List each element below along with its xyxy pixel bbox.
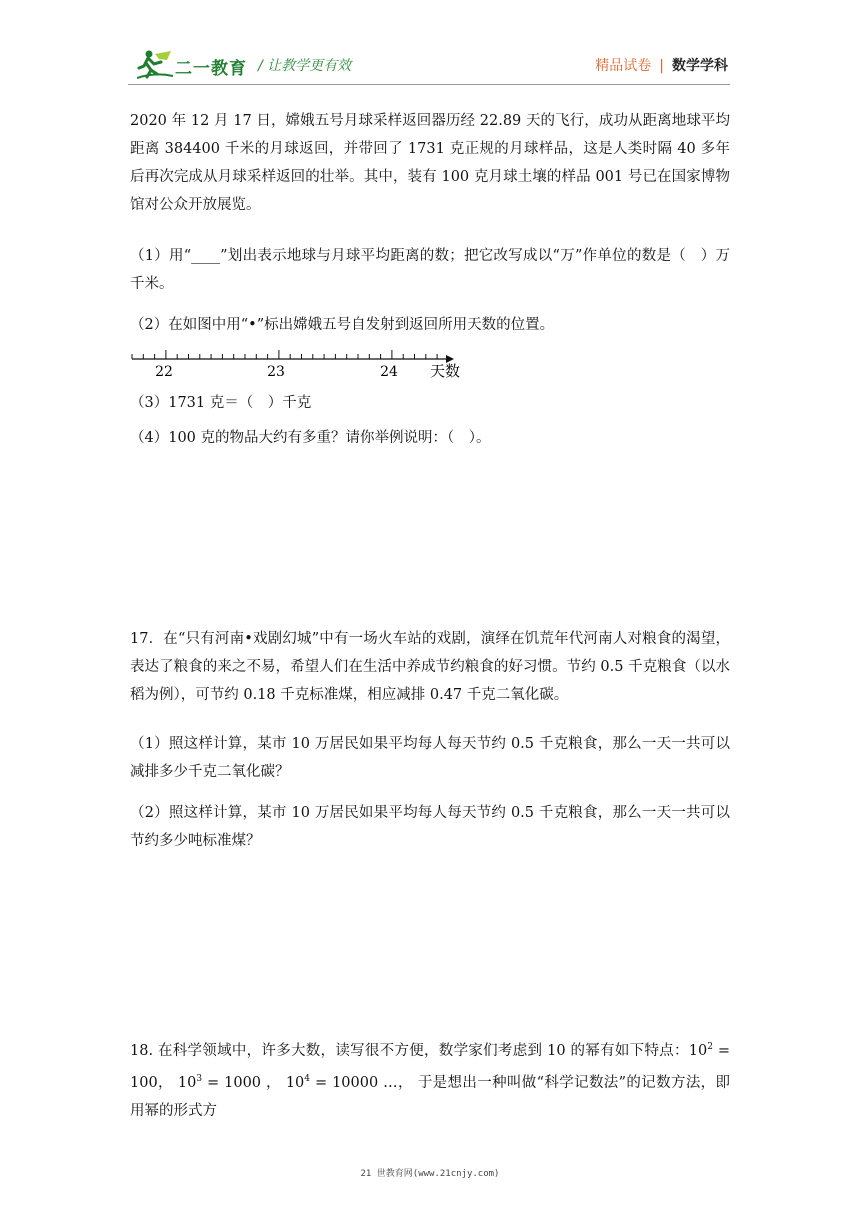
logo-slogan: / 让教学更有效: [258, 58, 352, 74]
tick-label-23: 23: [267, 364, 285, 380]
q16-part3: （3）1731 克＝（ ）千克: [130, 395, 312, 411]
number-line-ticks: [132, 350, 437, 359]
header-separator: |: [659, 58, 664, 74]
header-tag: 精品试卷: [595, 58, 652, 74]
header-subject: 数学学科: [672, 58, 728, 74]
q18-line1: 18. 在科学领域中，许多大数，读写很不方便，数学家们考虑到 10 的幂有如下特点：: [130, 1042, 689, 1059]
q16-part2: （2）在如图中用“•”标出嫦娥五号自发射到返回所用天数的位置。: [130, 317, 555, 333]
page-header: [0, 0, 860, 90]
q17-part2: （2）照这样计算，某市 10 万居民如果平均每人每天节约 0.5 千克粮食，那么一天一共可以节约多少吨标准煤？: [130, 805, 730, 849]
q18-eq1: $10^2 = 100$，: [130, 1042, 730, 1091]
axis-unit-label: 天数: [430, 362, 461, 380]
number-line: [128, 345, 468, 385]
runner-logo-icon: [137, 48, 173, 80]
q18-eq2: $10^3 = 1000$ ，: [177, 1073, 281, 1091]
q18-line2: 于是想出一种叫做“科学记数法”的记数方法，即用幂的形式方: [130, 1074, 731, 1119]
tick-label-22: 22: [155, 364, 173, 380]
tick-label-24: 24: [380, 364, 398, 380]
header-divider: [128, 84, 730, 85]
q16-part4: （4）100 克的物品大约有多重？请你举例说明：（ ）。: [130, 430, 491, 446]
q17-intro: 17．在“只有河南•戏剧幻城”中有一场火车站的戏剧，演绎在饥荒年代河南人对粮食的渴望，表达了粮食的来之不易，希望人们在生活中养成节约粮食的好习惯。节约 0.5 千克粮食（以水稻为例），可节约 0.18 千克标准煤，相应减排 0.47 千克二氧化碳。: [130, 631, 730, 703]
q16-intro: 2020 年 12 月 17 日，嫦娥五号月球采样返回器历经 22.89 天的飞行，成功从距离地球平均距离 384400 千米的月球返回，并带回了 1731 克正规的月球样品，这是人类时隔 40 多年后再次完成从月球采样返回的壮举。其中，装有 100 克月球土壤的样品 001 号已在国家博物馆对公众开放展览。: [130, 113, 730, 213]
q18-eq3: $10^4 = 10000$ …，: [285, 1073, 413, 1091]
page-footer: 21 世教育网(www.21cnjy.com): [360, 1169, 500, 1179]
header-right: [595, 55, 728, 75]
q18-intro: [130, 1033, 730, 1125]
q17-part1: （1）照这样计算，某市 10 万居民如果平均每人每天节约 0.5 千克粮食，那么一天一共可以减排多少千克二氧化碳？: [130, 736, 730, 780]
q16-part1: （1）用“____”划出表示地球与月球平均距离的数；把它改写成以“万”作单位的数是（ ）万千米。: [130, 248, 730, 292]
logo-text: 二一教育: [175, 59, 247, 79]
